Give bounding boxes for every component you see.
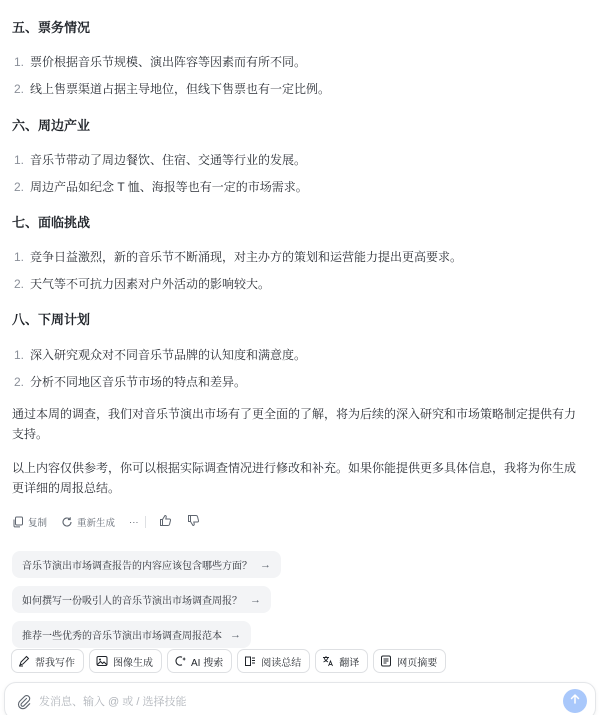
- thumbs-down-button[interactable]: [186, 514, 202, 530]
- suggestion-chip[interactable]: [12, 586, 271, 613]
- message-actions: [12, 514, 214, 530]
- tool-label: 图像生成: [113, 657, 153, 669]
- list-number: 2.: [14, 277, 25, 291]
- tool-translate-button[interactable]: [315, 649, 368, 673]
- copy-icon: [12, 516, 24, 528]
- summary-paragraph: 通过本周的调查，我们对音乐节演出市场有了更全面的了解，将为后续的深入研究和市场策略制定提供有力支持。: [12, 407, 577, 441]
- list-number: 1.: [14, 55, 25, 69]
- copy-button[interactable]: [12, 515, 47, 529]
- list-number: 1.: [14, 348, 25, 362]
- tool-label: 帮我写作: [35, 657, 75, 669]
- arrow-right-icon: →: [260, 558, 271, 571]
- section-title: 六、周边产业: [12, 118, 91, 133]
- image-icon: [96, 655, 108, 667]
- list-number: 2.: [14, 180, 25, 194]
- suggestion-text: 音乐节演出市场调查报告的内容应该包含哪些方面？: [22, 561, 252, 572]
- more-button[interactable]: [129, 517, 139, 528]
- suggestion-chip[interactable]: [12, 551, 281, 578]
- tool-image-button[interactable]: [89, 649, 162, 673]
- list-item: [12, 151, 306, 168]
- section-title: 五、票务情况: [12, 20, 91, 35]
- list-item: [12, 248, 462, 265]
- regenerate-button[interactable]: [61, 515, 115, 529]
- closing-paragraph: 以上内容仅供参考，你可以根据实际调查情况进行修改和补充。如果你能提供更多具体信息，我将为你生成更详细的周报总结。: [12, 461, 577, 495]
- suggestion-text: 如何撰写一份吸引人的音乐节演出市场调查周报？: [22, 596, 242, 607]
- thumbs-up-icon: [159, 514, 172, 530]
- tool-ai-search-button[interactable]: [167, 649, 232, 673]
- read-summary-icon: [244, 655, 256, 667]
- thumbs-up-button[interactable]: [158, 514, 174, 530]
- list-item: [12, 178, 308, 195]
- list-item-text: 音乐节带动了周边餐饮、住宿、交通等行业的发展。: [30, 153, 307, 167]
- tool-read-summary-button[interactable]: [237, 649, 310, 673]
- message-composer: [4, 682, 596, 715]
- section-title: 八、下周计划: [12, 312, 91, 327]
- list-item-text: 周边产品如纪念 T 恤、海报等也有一定的市场需求。: [30, 180, 308, 194]
- list-item: [12, 373, 246, 390]
- arrow-up-icon: [569, 692, 581, 710]
- web-summary-icon: [380, 655, 392, 667]
- pen-icon: [18, 655, 30, 667]
- list-item: [12, 80, 330, 97]
- list-item-text: 线上售票渠道占据主导地位，但线下售票也有一定比例。: [30, 82, 331, 96]
- tool-label: 阅读总结: [261, 657, 302, 669]
- arrow-right-icon: →: [230, 628, 241, 641]
- suggestion-chip[interactable]: [12, 621, 251, 648]
- list-number: 2.: [14, 82, 25, 96]
- list-item-text: 竞争日益激烈，新的音乐节不断涌现，对主办方的策划和运营能力提出更高要求。: [30, 250, 463, 264]
- suggestion-text: 推荐一些优秀的音乐节演出市场调查周报范本: [22, 631, 222, 642]
- list-number: 1.: [14, 153, 25, 167]
- divider: [145, 516, 146, 528]
- list-item-text: 深入研究观众对不同音乐节品牌的认知度和满意度。: [30, 348, 307, 362]
- refresh-icon: [61, 516, 73, 528]
- ai-search-icon: [174, 655, 186, 667]
- list-item: [12, 275, 270, 292]
- regenerate-label: 重新生成: [77, 518, 116, 529]
- message-input[interactable]: [39, 692, 539, 712]
- arrow-right-icon: →: [250, 593, 261, 606]
- more-icon: ···: [129, 516, 139, 528]
- list-item-text: 天气等不可抗力因素对户外活动的影响较大。: [30, 277, 271, 291]
- send-button[interactable]: [563, 689, 587, 713]
- list-item-text: 分析不同地区音乐节市场的特点和差异。: [30, 375, 247, 389]
- thumbs-down-icon: [187, 514, 200, 530]
- list-item: [12, 346, 306, 363]
- paperclip-icon[interactable]: [16, 694, 32, 710]
- list-item: [12, 53, 306, 70]
- list-number: 1.: [14, 250, 25, 264]
- tool-web-summary-button[interactable]: [373, 649, 446, 673]
- tool-label: 网页摘要: [397, 657, 438, 669]
- tool-write-button[interactable]: [11, 649, 84, 673]
- tool-label: AI 搜索: [191, 657, 224, 669]
- skill-toolbar: [11, 649, 446, 673]
- tool-label: 翻译: [339, 657, 360, 669]
- copy-label: 复制: [28, 518, 48, 529]
- list-item-text: 票价根据音乐节规模、演出阵容等因素而有所不同。: [30, 55, 307, 69]
- translate-icon: [322, 655, 334, 667]
- section-title: 七、面临挑战: [12, 215, 91, 230]
- list-number: 2.: [14, 375, 25, 389]
